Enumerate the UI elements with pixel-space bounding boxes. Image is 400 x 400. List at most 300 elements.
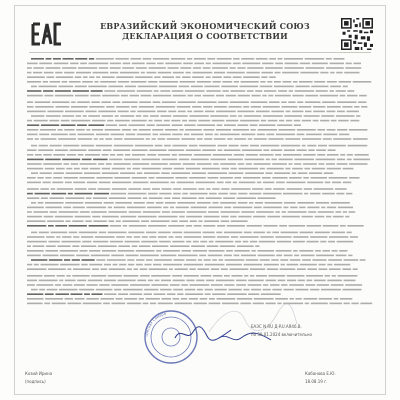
text-word xyxy=(69,225,87,227)
text-word xyxy=(196,280,204,282)
text-word xyxy=(125,86,136,88)
text-word xyxy=(321,115,334,117)
text-word xyxy=(80,163,97,165)
text-word xyxy=(251,101,268,103)
text-word xyxy=(63,207,71,209)
text-word xyxy=(273,188,285,190)
text-word xyxy=(94,138,98,140)
text-word xyxy=(189,298,198,300)
text-word xyxy=(148,177,154,179)
signature-2-icon xyxy=(215,328,275,348)
text-word xyxy=(158,72,171,74)
text-word xyxy=(156,250,161,252)
text-word xyxy=(27,225,46,227)
text-word xyxy=(131,58,142,60)
text-word xyxy=(159,193,171,195)
text-word xyxy=(146,63,155,65)
text-word xyxy=(153,264,161,266)
text-word xyxy=(329,145,346,147)
text-word xyxy=(224,275,230,277)
text-word xyxy=(203,95,215,97)
text-word xyxy=(191,86,203,88)
text-word xyxy=(113,101,121,103)
text-word xyxy=(127,207,146,209)
text-word xyxy=(136,250,155,252)
text-word xyxy=(106,106,114,108)
text-word xyxy=(112,182,131,184)
text-word xyxy=(31,115,44,117)
text-word xyxy=(212,293,225,295)
text-word xyxy=(37,284,54,286)
text-word xyxy=(343,289,362,291)
text-word xyxy=(327,154,339,156)
text-word xyxy=(121,216,137,218)
text-word xyxy=(213,154,232,156)
text-word xyxy=(156,202,164,204)
text-word xyxy=(255,202,263,204)
text-word xyxy=(227,293,246,295)
text-word xyxy=(259,124,276,126)
text-word xyxy=(46,236,55,238)
text-word xyxy=(127,268,132,270)
text-word xyxy=(204,138,212,140)
text-word xyxy=(162,211,170,213)
text-word xyxy=(284,149,295,151)
text-word xyxy=(158,216,177,218)
text-word xyxy=(39,280,58,282)
text-word xyxy=(300,232,314,234)
declaration-title: ДЕКЛАРАЦИЯ О СООТВЕТСТВИИ xyxy=(122,31,288,41)
text-word xyxy=(122,129,131,131)
text-word xyxy=(192,106,201,108)
text-word xyxy=(299,207,305,209)
text-word xyxy=(99,67,108,69)
text-word xyxy=(74,193,92,195)
text-word xyxy=(353,268,358,270)
text-word xyxy=(193,72,213,74)
text-word xyxy=(27,134,38,136)
text-word xyxy=(79,232,98,234)
text-word xyxy=(34,120,48,122)
text-word xyxy=(347,90,354,92)
text-word xyxy=(268,95,273,97)
text-word xyxy=(241,134,255,136)
text-word xyxy=(313,106,325,108)
text-word xyxy=(75,188,87,190)
text-word xyxy=(184,264,203,266)
text-word xyxy=(230,115,237,117)
text-word xyxy=(81,145,94,147)
text-word xyxy=(292,95,303,97)
text-word xyxy=(257,134,265,136)
text-word xyxy=(27,111,46,113)
text-word xyxy=(123,225,127,227)
text-word xyxy=(93,197,107,199)
text-word xyxy=(118,245,130,247)
text-word xyxy=(298,280,305,282)
text-word xyxy=(116,298,123,300)
text-word xyxy=(249,193,261,195)
text-word xyxy=(165,63,181,65)
text-word xyxy=(279,159,293,161)
text-word xyxy=(137,134,151,136)
text-word xyxy=(27,159,44,161)
text-word xyxy=(123,63,131,65)
text-word xyxy=(130,111,135,113)
text-word xyxy=(48,268,66,270)
text-word xyxy=(244,115,261,117)
text-word xyxy=(297,268,306,270)
text-word xyxy=(311,303,328,305)
text-word xyxy=(136,67,147,69)
text-word xyxy=(44,303,50,305)
text-word xyxy=(325,275,330,277)
text-word xyxy=(303,177,309,179)
text-word xyxy=(45,298,63,300)
text-word xyxy=(40,129,56,131)
text-word xyxy=(105,138,112,140)
text-word xyxy=(213,63,232,65)
text-word xyxy=(83,76,88,78)
text-word xyxy=(313,111,325,113)
text-word xyxy=(137,90,153,92)
text-word xyxy=(27,106,34,108)
text-word xyxy=(146,298,160,300)
text-word xyxy=(304,115,320,117)
text-word xyxy=(51,134,68,136)
text-word xyxy=(153,95,171,97)
text-word xyxy=(142,168,161,170)
text-word xyxy=(307,225,322,227)
text-word xyxy=(177,293,183,295)
text-word xyxy=(57,188,73,190)
text-word xyxy=(35,106,54,108)
text-word xyxy=(337,129,347,131)
text-word xyxy=(171,58,186,60)
text-word xyxy=(169,236,174,238)
text-word xyxy=(181,138,195,140)
text-word xyxy=(98,111,116,113)
text-word xyxy=(250,145,259,147)
text-word xyxy=(93,220,107,222)
text-word xyxy=(75,86,87,88)
text-word xyxy=(86,207,106,209)
text-word xyxy=(280,259,288,261)
text-word xyxy=(133,168,141,170)
text-word xyxy=(329,90,334,92)
text-word xyxy=(162,168,172,170)
text-word xyxy=(250,124,258,126)
text-word xyxy=(71,101,76,103)
text-word xyxy=(293,250,298,252)
text-word xyxy=(183,163,196,165)
text-word xyxy=(283,81,292,83)
text-word xyxy=(35,101,51,103)
text-word xyxy=(35,154,42,156)
text-word xyxy=(314,188,334,190)
text-word xyxy=(39,134,49,136)
text-word xyxy=(102,76,115,78)
text-word xyxy=(44,216,54,218)
text-word xyxy=(283,193,303,195)
text-word xyxy=(218,101,228,103)
text-word xyxy=(237,111,254,113)
text-word xyxy=(315,250,321,252)
text-word xyxy=(239,168,259,170)
text-word xyxy=(295,90,314,92)
text-word xyxy=(65,197,84,199)
text-word xyxy=(116,220,121,222)
text-word xyxy=(275,236,291,238)
text-word xyxy=(349,129,368,131)
text-word xyxy=(144,289,158,291)
text-word xyxy=(263,284,268,286)
text-word xyxy=(77,280,86,282)
text-word xyxy=(216,111,236,113)
text-word xyxy=(243,106,249,108)
text-word xyxy=(187,111,192,113)
text-word xyxy=(58,129,63,131)
text-word xyxy=(240,86,259,88)
text-word xyxy=(71,120,90,122)
text-word xyxy=(235,241,241,243)
text-word xyxy=(107,120,113,122)
text-word xyxy=(265,188,272,190)
text-word xyxy=(327,111,336,113)
text-word xyxy=(209,193,217,195)
text-word xyxy=(304,193,308,195)
text-word xyxy=(186,149,201,151)
text-word xyxy=(133,182,149,184)
text-word xyxy=(182,250,192,252)
text-word xyxy=(198,120,210,122)
text-word xyxy=(48,225,54,227)
text-word xyxy=(144,264,151,266)
text-word xyxy=(224,149,241,151)
text-word xyxy=(27,245,31,247)
text-word xyxy=(275,63,283,65)
text-word xyxy=(167,138,180,140)
text-word xyxy=(340,298,352,300)
text-word xyxy=(91,255,110,257)
text-word xyxy=(95,236,115,238)
text-word xyxy=(131,106,137,108)
text-word xyxy=(139,129,151,131)
text-word xyxy=(329,303,342,305)
text-word xyxy=(208,177,219,179)
text-word xyxy=(130,95,140,97)
text-word xyxy=(290,259,301,261)
text-word xyxy=(305,58,325,60)
text-word xyxy=(342,268,351,270)
text-word xyxy=(88,115,100,117)
text-word xyxy=(238,163,245,165)
text-word xyxy=(285,168,290,170)
text-word xyxy=(186,241,191,243)
text-word xyxy=(51,188,56,190)
text-word xyxy=(257,182,261,184)
text-word xyxy=(275,298,288,300)
text-word xyxy=(211,284,223,286)
text-word xyxy=(72,245,79,247)
text-word xyxy=(282,211,287,213)
text-word xyxy=(205,111,215,113)
text-word xyxy=(126,134,136,136)
text-word xyxy=(85,111,96,113)
text-word xyxy=(27,220,46,222)
text-word xyxy=(50,81,61,83)
text-word xyxy=(160,289,172,291)
text-word xyxy=(44,275,55,277)
text-word xyxy=(260,168,265,170)
text-word xyxy=(338,275,358,277)
text-word xyxy=(248,293,259,295)
text-word xyxy=(229,145,239,147)
text-word xyxy=(248,280,264,282)
text-word xyxy=(328,241,335,243)
text-word xyxy=(320,95,338,97)
text-word xyxy=(225,259,245,261)
text-word xyxy=(146,259,153,261)
text-word xyxy=(221,211,240,213)
text-word xyxy=(343,211,347,213)
text-word xyxy=(335,188,347,190)
text-word xyxy=(271,159,277,161)
text-word xyxy=(61,120,70,122)
text-word xyxy=(108,232,127,234)
text-word xyxy=(55,293,69,295)
text-word xyxy=(247,225,262,227)
text-word xyxy=(334,298,339,300)
text-word xyxy=(143,58,152,60)
text-word xyxy=(41,138,57,140)
text-word xyxy=(27,211,32,213)
text-word xyxy=(206,90,221,92)
text-word xyxy=(172,197,180,199)
text-word xyxy=(258,255,275,257)
text-word xyxy=(124,275,139,277)
text-word xyxy=(306,275,323,277)
text-word xyxy=(208,172,228,174)
text-word xyxy=(155,280,160,282)
text-word xyxy=(66,172,83,174)
text-word xyxy=(52,182,63,184)
text-word xyxy=(55,149,68,151)
text-word xyxy=(43,154,51,156)
text-word xyxy=(173,289,183,291)
text-word xyxy=(164,197,170,199)
text-word xyxy=(64,163,70,165)
text-word xyxy=(218,149,223,151)
text-word xyxy=(82,259,95,261)
text-word xyxy=(230,216,236,218)
text-word xyxy=(231,236,238,238)
text-word xyxy=(256,275,267,277)
text-word xyxy=(27,188,39,190)
text-word xyxy=(179,154,193,156)
text-word xyxy=(92,216,100,218)
text-word xyxy=(78,154,84,156)
text-word xyxy=(283,154,302,156)
text-word xyxy=(250,241,257,243)
text-word xyxy=(203,232,215,234)
text-word xyxy=(75,58,87,60)
text-word xyxy=(67,154,76,156)
text-word xyxy=(33,245,45,247)
text-word xyxy=(237,245,254,247)
text-word xyxy=(210,159,226,161)
text-word xyxy=(339,134,349,136)
text-word xyxy=(172,211,186,213)
text-word xyxy=(250,268,265,270)
text-word xyxy=(246,163,252,165)
text-word xyxy=(298,172,308,174)
text-word xyxy=(293,81,298,83)
text-word xyxy=(96,259,105,261)
text-word xyxy=(41,124,59,126)
text-word xyxy=(275,72,281,74)
text-word xyxy=(297,149,307,151)
text-word xyxy=(197,101,216,103)
text-word xyxy=(339,250,347,252)
text-word xyxy=(292,111,303,113)
text-word xyxy=(278,90,287,92)
text-word xyxy=(212,76,222,78)
text-word xyxy=(167,293,176,295)
text-word xyxy=(123,289,143,291)
text-word xyxy=(151,284,168,286)
text-word xyxy=(73,182,85,184)
text-word xyxy=(272,232,279,234)
text-word xyxy=(82,159,92,161)
text-word xyxy=(230,268,249,270)
text-word xyxy=(323,134,337,136)
text-word xyxy=(302,145,306,147)
text-word xyxy=(27,129,38,131)
text-word xyxy=(112,303,126,305)
text-word xyxy=(285,63,299,65)
text-word xyxy=(217,225,225,227)
text-word xyxy=(260,86,273,88)
text-word xyxy=(217,124,223,126)
text-word xyxy=(226,250,233,252)
text-word xyxy=(139,106,154,108)
text-word xyxy=(347,154,353,156)
text-word xyxy=(136,259,145,261)
text-word xyxy=(159,81,178,83)
text-word xyxy=(124,298,137,300)
text-word xyxy=(272,289,282,291)
text-word xyxy=(308,149,314,151)
text-word xyxy=(114,289,121,291)
text-word xyxy=(333,58,344,60)
text-word xyxy=(58,138,76,140)
text-word xyxy=(213,275,223,277)
text-word xyxy=(126,255,139,257)
text-word xyxy=(267,216,280,218)
text-word xyxy=(27,255,41,257)
text-word xyxy=(91,101,100,103)
text-word xyxy=(278,280,286,282)
text-word xyxy=(93,72,109,74)
text-word xyxy=(332,182,341,184)
text-word xyxy=(221,188,229,190)
text-word xyxy=(75,298,85,300)
text-word xyxy=(267,81,272,83)
text-word xyxy=(63,145,79,147)
text-word xyxy=(81,168,88,170)
text-word xyxy=(276,134,295,136)
